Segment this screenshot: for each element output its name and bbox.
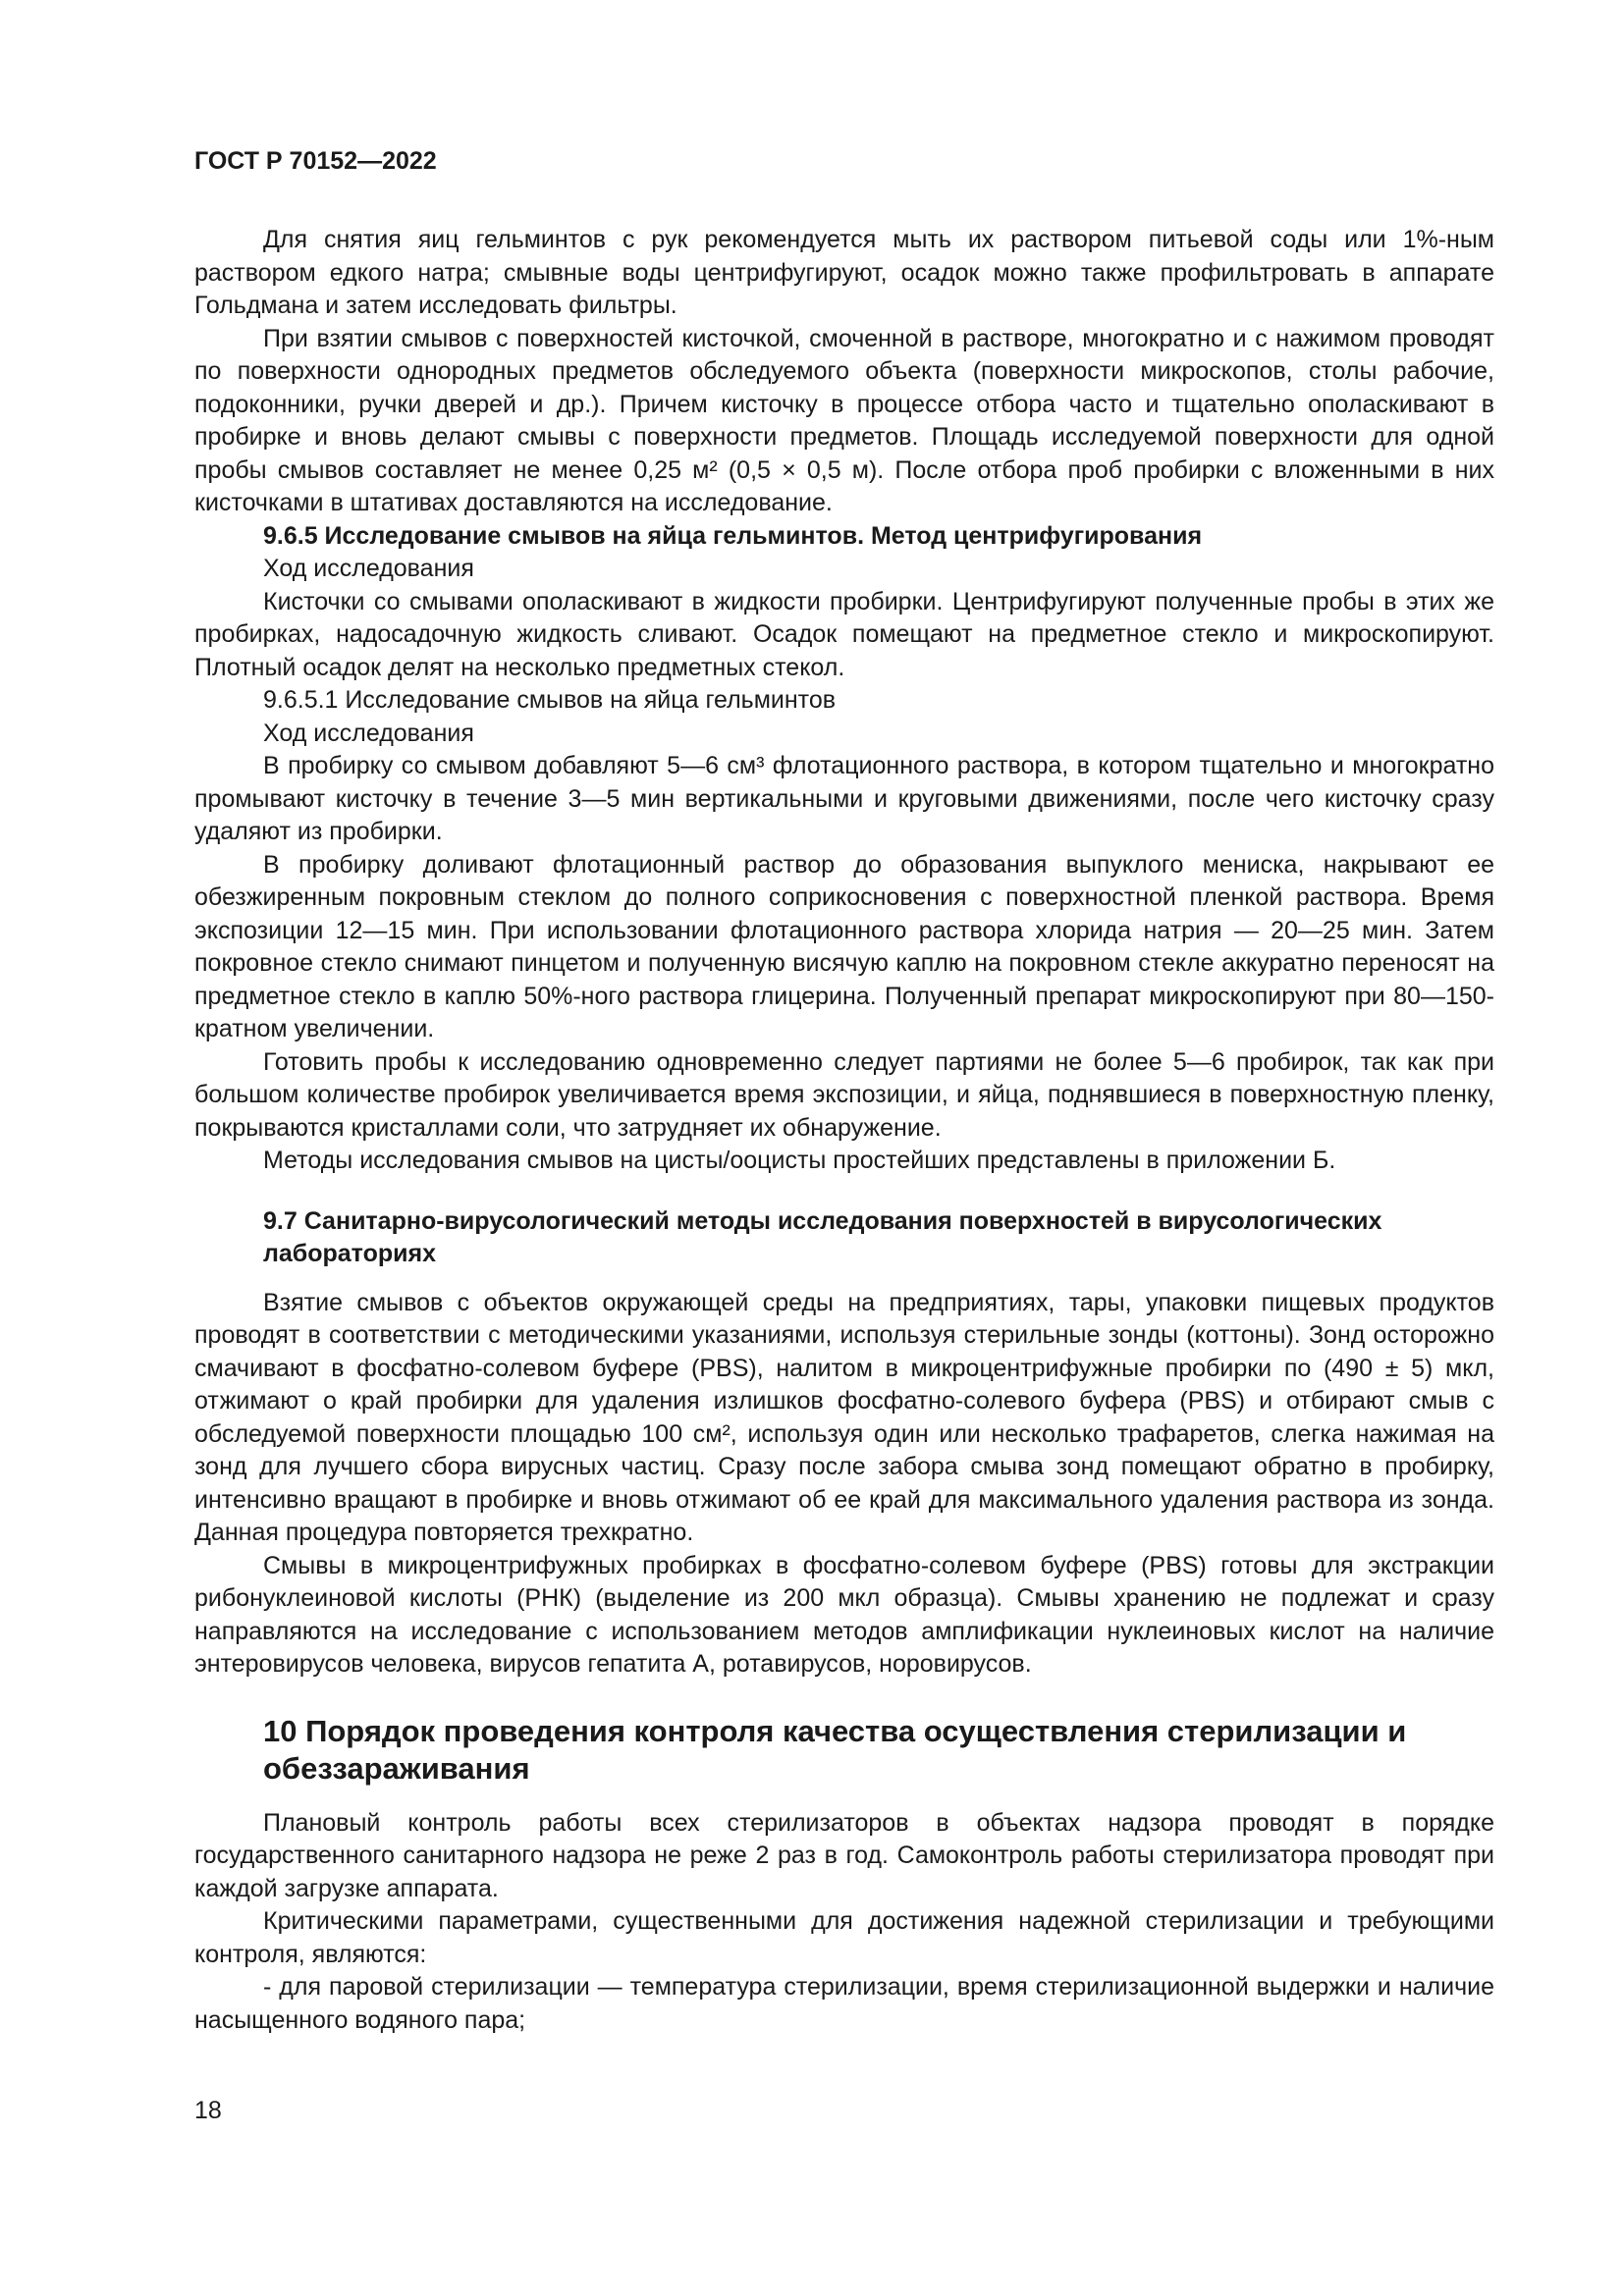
chapter-heading-10: 10 Порядок проведения контроля качества осуществления стерилизации и обеззараживания <box>263 1713 1407 1786</box>
page-number: 18 <box>194 2097 222 2124</box>
procedure-label: Ход исследования <box>263 719 474 747</box>
paragraph: Критическими параметрами, существенными для достижения надежной стерилизации и требующими контроля, являются: <box>194 1907 1494 1968</box>
paragraph: Смывы в микроцентрифужных пробирках в фосфатно-солевом буфере (PBS) готовы для экстракции рибонуклеиновой кислоты (РНК) (выделение из 200 мкл образца). Смывы хранению не подлежат и сразу направляются на исследование с использованием методов амплификации нуклеиновых кислот на наличие энтеровирусов человека, вирусов гепатита А, ротавирусов, норовирусов. <box>194 1551 1494 1678</box>
section-heading-9-6-5: 9.6.5 Исследование смывов на яйца гельминтов. Метод центрифугирования <box>263 521 1203 550</box>
document-body <box>194 224 1494 2037</box>
paragraph: При взятии смывов с поверхностей кисточкой, смоченной в растворе, многократно и с нажимом проводят по поверхности однородных предметов обследуемого объекта (поверхности микроскопов, столы рабочие, подоконники, ручки дверей и др.). Причем кисточку в процессе отбора часто и тщательно ополаскивают в пробирке и вновь делают смывы с поверхности предметов. Площадь исследуемой поверхности для одной пробы смывов составляет не менее 0,25 м² (0,5 × 0,5 м). После отбора проб пробирки с вложенными в них кисточками в штативах доставляются на исследование. <box>194 324 1494 516</box>
paragraph: Готовить пробы к исследованию одновременно следует партиями не более 5—6 пробирок, так как при большом количестве пробирок увеличивается время экспозиции, и яйца, поднявшиеся в поверхностную пленку, покрываются кристаллами соли, что затрудняет их обнаружение. <box>194 1047 1494 1142</box>
paragraph: Методы исследования смывов на цисты/ооцисты простейших представлены в приложении Б. <box>263 1147 1336 1174</box>
paragraph: В пробирку доливают флотационный раствор до образования выпуклого мениска, накрывают ее обезжиренным покровным стеклом до полного соприкосновения с поверхностной пленкой раствора. Время экспозиции 12—15 мин. При использовании флотационного раствора хлорида натрия — 20—25 мин. Затем покровное стекло снимают пинцетом и полученную висячую каплю на покровном стекле аккуратно переносят на предметное стекло в каплю 50%-ного раствора глицерина. Полученный препарат микроскопируют при 80—150-кратном увеличении. <box>194 850 1494 1042</box>
subsection-heading-9-6-5-1: 9.6.5.1 Исследование смывов на яйца гельминтов <box>263 686 837 714</box>
paragraph: Взятие смывов с объектов окружающей среды на предприятиях, тары, упаковки пищевых продуктов проводят в соответствии с методическими указаниями, используя стерильные зонды (коттоны). Зонд осторожно смачивают в фосфатно-солевом буфере (PBS), налитом в микроцентрифужные пробирки по (490 ± 5) мкл, отжимают о край пробирки для удаления излишков фосфатно-солевого буфера (PBS) и отбирают смыв с обследуемой поверхности площадью 100 см², используя один или несколько трафаретов, слегка нажимая на зонд для лучшего сбора вирусных частиц. Сразу после забора смыва зонд помещают обратно в пробирку, интенсивно вращают в пробирке и вновь отжимают об ее край для максимального удаления раствора из зонда. Данная процедура повторяется трехкратно. <box>194 1288 1494 1546</box>
paragraph: В пробирку со смывом добавляют 5—6 см³ флотационного раствора, в котором тщательно и многократно промывают кисточку в течение 3—5 мин вертикальными и круговыми движениями, после чего кисточку сразу удаляют из пробирки. <box>194 752 1494 845</box>
paragraph: Для снятия яиц гельминтов с рук рекомендуется мыть их раствором питьевой соды или 1%-ным раствором едкого натра; смывные воды центрифугируют, осадок можно также профильтровать в аппарате Гольдмана и затем исследовать фильтры. <box>194 226 1494 319</box>
procedure-label: Ход исследования <box>263 555 474 582</box>
section-heading-9-7: 9.7 Санитарно-вирусологический методы исследования поверхностей в вирусологических лабораториях <box>263 1206 1382 1267</box>
paragraph: Кисточки со смывами ополаскивают в жидкости пробирки. Центрифугируют полученные пробы в этих же пробирках, надосадочную жидкость сливают. Осадок помещают на предметное стекло и микроскопируют. Плотный осадок делят на несколько предметных стекол. <box>194 587 1494 681</box>
list-item: - для паровой стерилизации — температура стерилизации, время стерилизационной выдержки и наличие насыщенного водяного пара; <box>194 1973 1494 2034</box>
paragraph: Плановый контроль работы всех стерилизаторов в объектах надзора проводят в порядке государственного санитарного надзора не реже 2 раз в год. Самоконтроль работы стерилизатора проводят при каждой загрузке аппарата. <box>194 1808 1494 1902</box>
document-header: ГОСТ Р 70152—2022 <box>194 147 437 175</box>
